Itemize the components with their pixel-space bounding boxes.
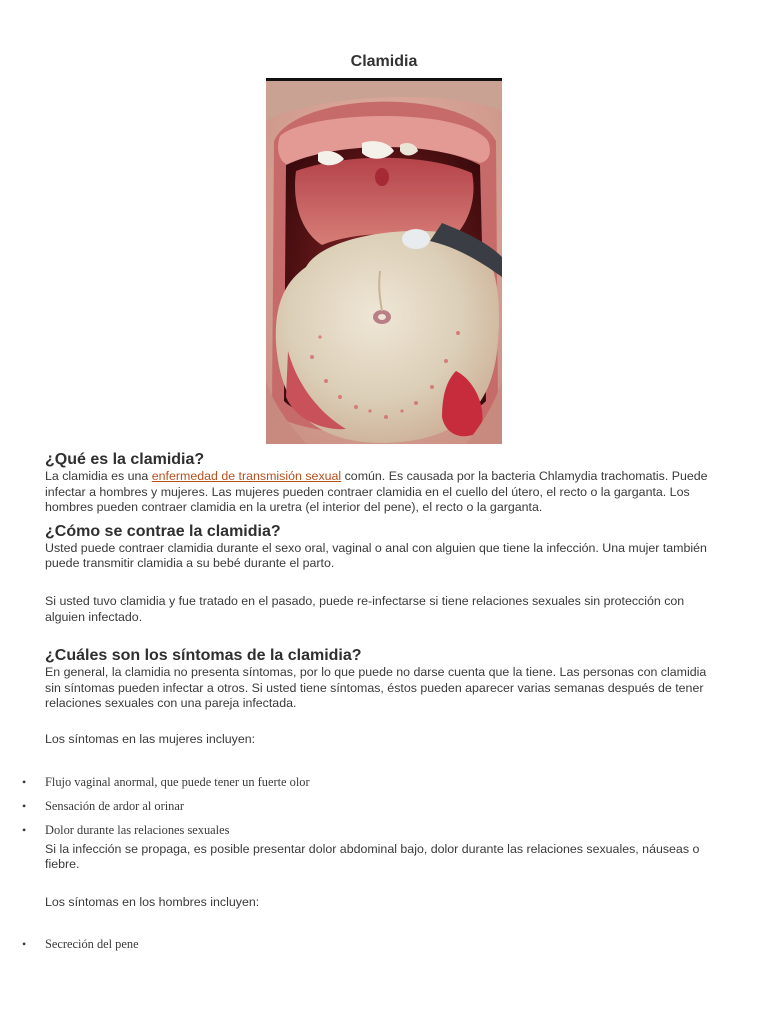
open-mouth-tongue-photo bbox=[266, 78, 502, 444]
list-item bbox=[0, 937, 680, 952]
list-item-text: Flujo vaginal anormal, que puede tener un fuerte olor bbox=[45, 774, 310, 789]
heading-what-is: ¿Qué es la clamidia? bbox=[45, 451, 205, 468]
page-title: Clamidia bbox=[350, 53, 418, 70]
list-item bbox=[0, 775, 680, 790]
list-item-text: Dolor durante las relaciones sexuales bbox=[45, 822, 230, 837]
list-item-text: Sensación de ardor al orinar bbox=[45, 798, 184, 813]
paragraph-symptoms-1: En general, la clamidia no presenta síntomas, por lo que puede no darse cuenta que la tiene. Las personas con clamidia sin síntomas pueden infectar a otros. Si usted tiene síntomas, éstos pueden aparecer varias semanas después de tener relaciones sexuales con una pareja infectada. bbox=[45, 665, 707, 711]
women-symptoms-after: Si la infección se propaga, es posible presentar dolor abdominal bajo, dolor durante las relaciones sexuales, náuseas o fiebre. bbox=[45, 841, 700, 872]
paragraph-how-1: Usted puede contraer clamidia durante el sexo oral, vaginal o anal con alguien que tiene la infección. Una mujer también puede transmitir clamidia a su bebé durante el parto. bbox=[45, 540, 707, 571]
paragraph-how-2: Si usted tuvo clamidia y fue tratado en el pasado, puede re-infectarse si tiene relaciones sexuales sin protección con alguien infectado. bbox=[45, 593, 685, 624]
open-mouth-tongue-icon bbox=[266, 81, 502, 444]
bullet-icon: • bbox=[22, 822, 27, 837]
men-symptoms-list bbox=[0, 937, 680, 952]
text-span: común. Es causada por la bacteria Chlamydia trachomatis. Puede infectar a hombres y mujeres. Las mujeres pueden contraer clamidia en el cuello del útero, el recto o la garganta. Los hombres pueden contraer clamidia en la uretra (el interior del pene), el recto o la garganta. bbox=[45, 469, 708, 515]
list-item bbox=[0, 799, 680, 814]
women-symptoms-intro: Los síntomas en las mujeres incluyen: bbox=[45, 731, 256, 746]
women-symptoms-list bbox=[0, 775, 680, 838]
article-body bbox=[22, 450, 725, 952]
men-symptoms-intro: Los síntomas en los hombres incluyen: bbox=[45, 894, 260, 909]
bullet-icon: • bbox=[22, 774, 27, 789]
bullet-icon: • bbox=[22, 798, 27, 813]
list-item bbox=[0, 823, 680, 838]
heading-symptoms: ¿Cuáles son los síntomas de la clamidia? bbox=[45, 647, 362, 665]
list-item-text: Secreción del pene bbox=[45, 937, 139, 952]
std-link[interactable]: enfermedad de transmisión sexual bbox=[151, 469, 342, 483]
bullet-icon: • bbox=[22, 937, 27, 952]
text-span: La clamidia es una bbox=[45, 469, 152, 483]
heading-how: ¿Cómo se contrae la clamidia? bbox=[45, 522, 281, 540]
paragraph-what-is bbox=[45, 469, 725, 516]
